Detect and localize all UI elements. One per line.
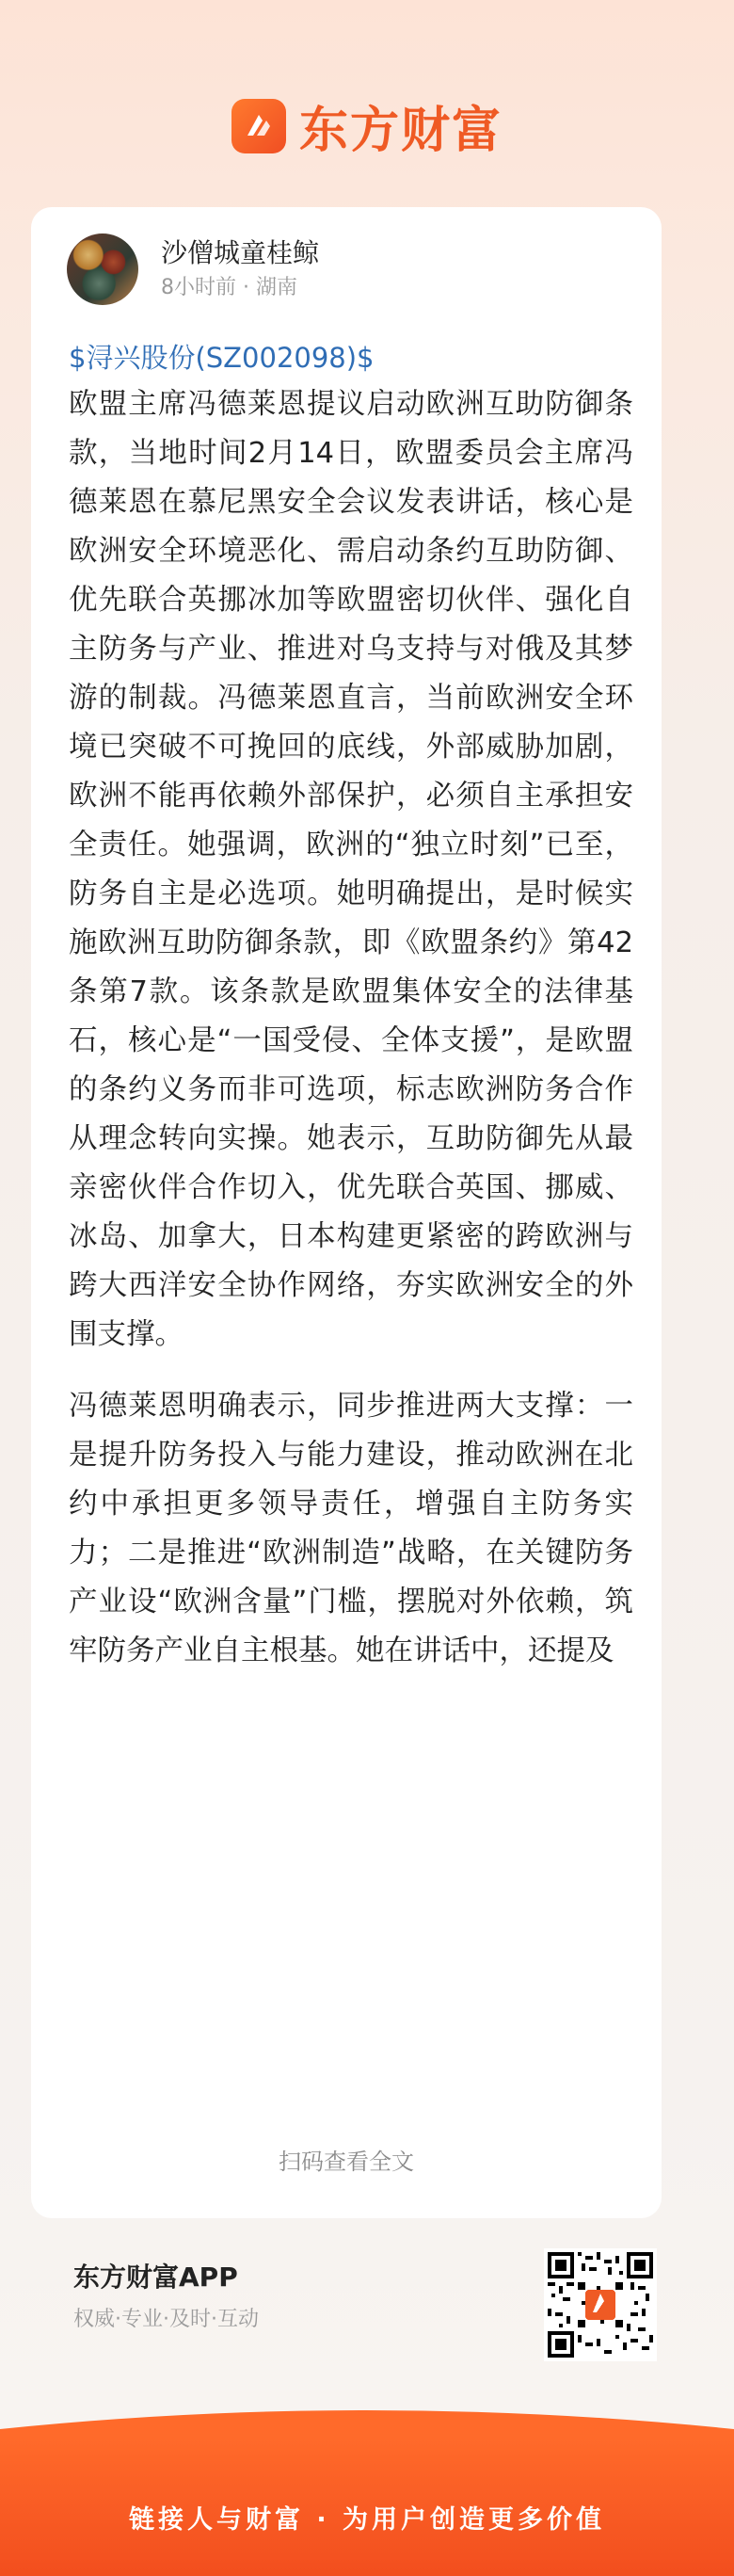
eastmoney-logo-icon [231, 99, 286, 153]
footer-slogan: 链接人与财富 · 为用户创造更多价值 [128, 2504, 606, 2535]
app-name: 东方财富APP [73, 2262, 238, 2293]
author-name[interactable]: 沙僧城童桂鲸 [161, 237, 320, 268]
post-body [69, 380, 633, 1699]
post-paragraph: 欧盟主席冯德莱恩提议启动欧洲互助防御条款，当地时间2月14日，欧盟委员会主席冯德莱恩在慕尼黑安全会议发表讲话，核心是欧洲安全环境恶化、需启动条约互助防御、优先联合英挪冰加等欧盟密切伙伴、强化自主防务与产业、推进对乌支持与对俄及其梦游的制裁。冯德莱恩直言，当前欧洲安全环境已突破不可挽回的底线，外部威胁加剧，欧洲不能再依赖外部保护，必须自主承担安全责任。她强调，欧洲的“独立时刻”已至，防务自主是必选项。她明确提出，是时候实施欧洲互助防御条款，即《欧盟条约》第42条第7款。该条款是欧盟集体安全的法律基石，核心是“一国受侵、全体支援”，是欧盟的条约义务而非可选项，标志欧洲防务合作从理念转向实操。她表示，互助防御先从最亲密伙伴合作切入，优先联合英国、挪威、冰岛、加拿大，日本构建更紧密的跨欧洲与跨大西洋安全协作网络，夯实欧洲安全的外围支撑。 [69, 388, 633, 1351]
author-meta [161, 236, 319, 302]
post-paragraph: 冯德莱恩明确表示，同步推进两大支撑：一是提升防务投入与能力建设，推动欧洲在北约中承担更多领导责任，增强自主防务实力；二是推进“欧洲制造”战略，在关键防务产业设“欧洲含量”门槛，摆脱对外依赖，筑牢防务产业自主根基。她在讲话中，还提及 [69, 1390, 633, 1667]
content-fade-overlay [31, 1827, 662, 2015]
scan-to-read-full: 扫码查看全文 [279, 2149, 414, 2175]
brand-name: 东方财富 [298, 103, 503, 159]
app-promo [73, 2260, 259, 2335]
app-tagline: 权威·专业·及时·互动 [73, 2308, 259, 2331]
qr-code-icon [544, 2248, 657, 2361]
avatar[interactable] [67, 233, 138, 305]
brand-header [0, 90, 734, 161]
author-row[interactable] [67, 233, 319, 305]
footer-banner [0, 2439, 734, 2576]
post-time-location: 8小时前 · 湖南 [161, 276, 297, 299]
stock-tag-link[interactable]: $浔兴股份(SZ002098)$ [69, 342, 375, 374]
post-card [31, 207, 662, 2218]
